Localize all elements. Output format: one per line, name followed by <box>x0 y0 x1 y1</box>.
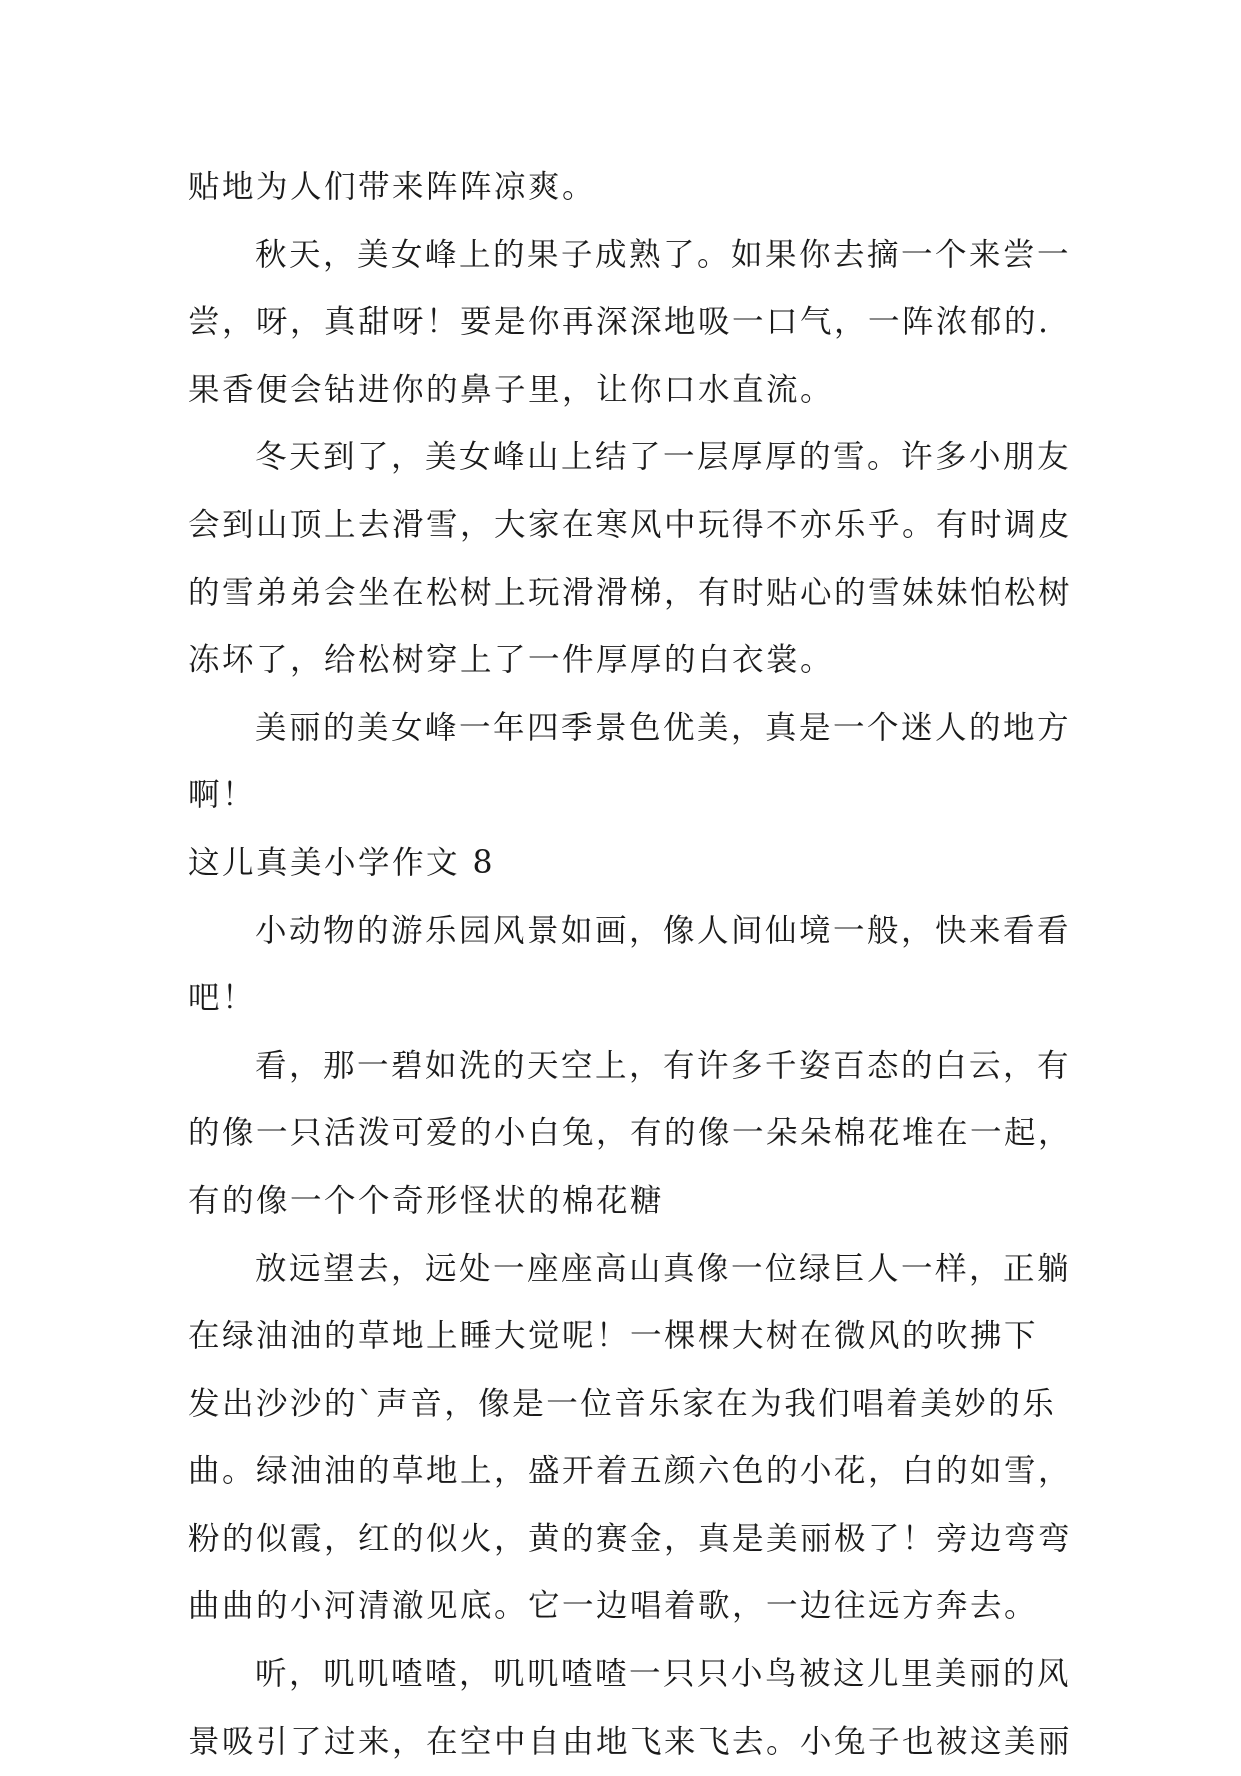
text-line: 吧！ <box>188 980 257 1017</box>
text-line: 贴地为人们带来阵阵凉爽。 <box>188 169 597 205</box>
text-line: 冬天到了，美女峰山上结了一层厚厚的雪。许多小朋友 <box>255 439 1072 476</box>
text-line: 的雪弟弟会坐在松树上玩滑滑梯，有时贴心的雪妹妹怕松树 <box>188 574 1073 611</box>
text-line: 秋天，美女峰上的果子成熟了。如果你去摘一个来尝一 <box>255 236 1072 273</box>
text-line: 看，那一碧如洗的天空上，有许多千姿百态的白云，有 <box>255 1047 1072 1084</box>
text-line: 听，叽叽喳喳，叽叽喳喳一只只小鸟被这儿里美丽的风 <box>255 1656 1072 1693</box>
text-line: 有的像一个个奇形怪状的棉花糖 <box>188 1182 665 1219</box>
text-line: 在绿油油的草地上睡大觉呢！一棵棵大树在微风的吹拂下 <box>188 1318 1039 1355</box>
text-line: 曲曲的小河清澈见底。它一边唱着歌，一边往远方奔去。 <box>188 1588 1039 1625</box>
text-line: 会到山顶上去滑雪，大家在寒风中玩得不亦乐乎。有时调皮 <box>188 506 1073 543</box>
text-line: 果香便会钻进你的鼻子里，让你口水直流。 <box>188 371 835 408</box>
text-line: 曲。绿油油的草地上，盛开着五颜六色的小花，白的如雪， <box>188 1453 1073 1490</box>
document-body <box>188 154 1073 1776</box>
text-line: 放远望去，远处一座座高山真像一位绿巨人一样，正躺 <box>255 1250 1072 1287</box>
text-line: 粉的似霞，红的似火，黄的赛金，真是美丽极了！旁边弯弯 <box>188 1520 1073 1557</box>
section-title: 这儿真美小学作文 8 <box>188 844 496 881</box>
text-line: 小动物的游乐园风景如画，像人间仙境一般，快来看看 <box>255 912 1072 949</box>
text-line: 尝，呀，真甜呀！要是你再深深地吸一口气，一阵浓郁的. <box>188 304 1051 341</box>
text-line: 的像一只活泼可爱的小白兔，有的像一朵朵棉花堆在一起， <box>188 1115 1073 1152</box>
text-line: 冻坏了，给松树穿上了一件厚厚的白衣裳。 <box>188 642 835 679</box>
text-line: 啊！ <box>188 777 257 814</box>
text-line: 发出沙沙的`声音，像是一位音乐家在为我们唱着美妙的乐 <box>188 1385 1057 1422</box>
text-line: 景吸引了过来，在空中自由地飞来飞去。小兔子也被这美丽 <box>188 1723 1073 1760</box>
text-line: 美丽的美女峰一年四季景色优美，真是一个迷人的地方 <box>255 709 1072 746</box>
